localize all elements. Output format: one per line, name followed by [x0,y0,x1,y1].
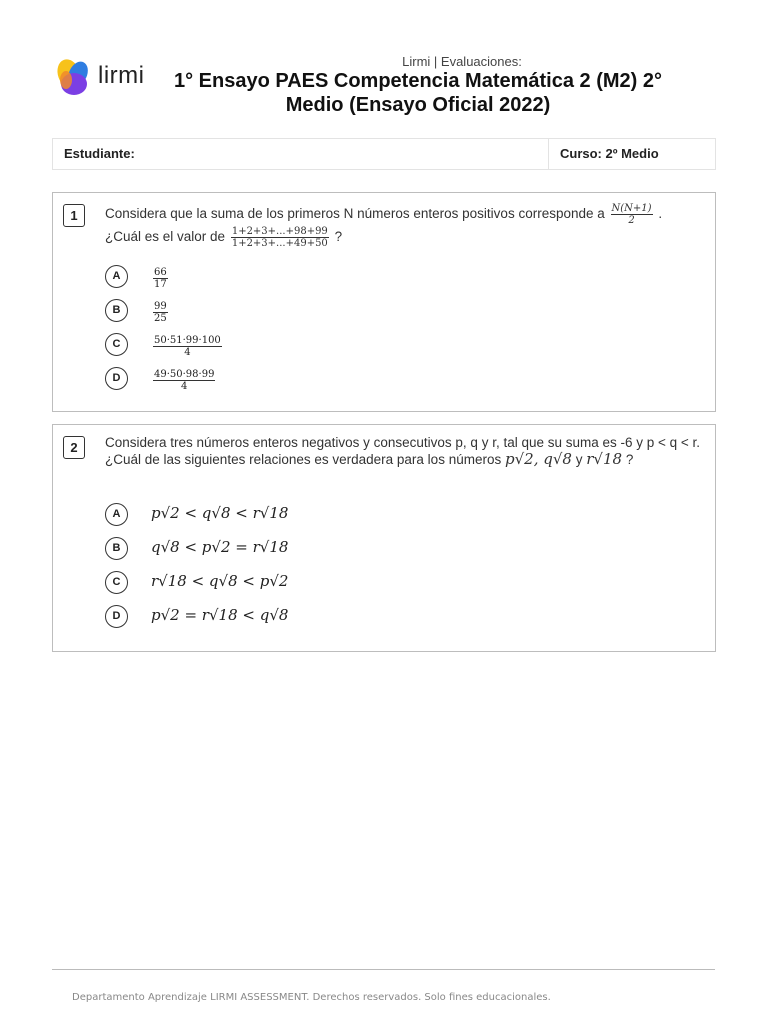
option-numerator: 49·50·98·99 [154,369,215,380]
option-bubble[interactable]: C [105,333,128,356]
option-denominator: 4 [184,347,191,358]
option-expression: p√2 < q√8 < r√18 [151,504,289,522]
ratio-denominator: 1+2+3+...+49+50 [231,238,328,249]
question-text-a: Considera tres números enteros negativos y consecutivos p, q y r, tal que su suma es -6 y p < q < r. [105,435,701,450]
question-2 [52,424,716,652]
option-bubble[interactable]: A [105,265,128,288]
question-text-c: ? [334,229,343,245]
question-text-b: ¿Cuál de las siguientes relaciones es verdadera para los números [105,452,502,467]
option-fraction [153,267,168,290]
formula-numerator: N(N+1) [611,203,652,214]
option-d[interactable] [105,367,665,391]
formula-denominator: 2 [628,215,635,226]
title-line-1: 1° Ensayo PAES Competencia Matemática 2 (M2) 2° [173,70,662,92]
option-bubble[interactable]: D [105,367,128,390]
title-line-2: Medio (Ensayo Oficial 2022) [285,94,551,116]
question-text: Considera que la suma de los primeros N números enteros positivos corresponde a $\frac{N(N+1)}{2}$ . ¿Cuál es el valor de $\frac{1+2+3+...+98+99}{1+2+3+...+49+50}$ ? [105,203,663,249]
page-title [162,69,674,117]
option-fraction [153,369,215,392]
option-expression: r√18 < q√8 < p√2 [151,572,289,590]
ratio-fraction [231,226,329,249]
question-number: 1 [63,204,85,227]
page-subtitle: Lirmi | Evaluaciones: [402,54,522,69]
option-c[interactable] [105,333,665,357]
option-a[interactable] [105,265,665,289]
student-label: Estudiante: [64,146,135,161]
footer-divider [52,969,715,970]
lirmi-logo [54,56,146,104]
numbers-expression: p√2, q√8 [504,450,572,468]
question-text-a: Considera que la suma de los primeros N números enteros positivos corresponde a [105,206,605,222]
lirmi-logo-icon [54,56,94,102]
option-bubble[interactable]: D [105,605,128,628]
option-a[interactable] [105,503,665,527]
ratio-numerator: 1+2+3+...+98+99 [231,226,328,237]
formula-fraction [611,203,653,226]
question-text [105,435,705,468]
info-divider [548,139,549,169]
course-label: Curso: 2º Medio [560,146,659,161]
page-header [52,52,716,118]
option-fraction [153,335,222,358]
option-numerator: 66 [154,267,167,278]
footer-text: Departamento Aprendizaje LIRMI ASSESSMENT. Derechos reservados. Solo fines educacionales. [72,992,551,1003]
option-numerator: 99 [154,301,167,312]
option-expression: q√8 < p√2 = r√18 [151,538,289,556]
option-numerator: 50·51·99·100 [154,335,221,346]
option-b[interactable] [105,537,665,561]
question-text-b: ¿Cuál es el valor de [105,229,226,245]
option-c[interactable] [105,571,665,595]
last-number-expression: r√18 [586,450,623,468]
option-expression: p√2 = r√18 < q√8 [151,606,289,624]
and-word: y [575,452,583,467]
option-denominator: 17 [154,279,167,290]
option-denominator: 25 [154,313,167,324]
question-text-c: ? [625,452,634,467]
question-number: 2 [63,436,85,459]
option-d[interactable] [105,605,665,629]
option-b[interactable] [105,299,665,323]
option-denominator: 4 [181,381,188,392]
student-info-table [52,138,716,170]
option-bubble[interactable]: B [105,299,128,322]
option-bubble[interactable]: A [105,503,128,526]
logo-text: lirmi [98,62,145,89]
option-bubble[interactable]: C [105,571,128,594]
question-1 [52,192,716,412]
option-bubble[interactable]: B [105,537,128,560]
option-fraction [153,301,168,324]
